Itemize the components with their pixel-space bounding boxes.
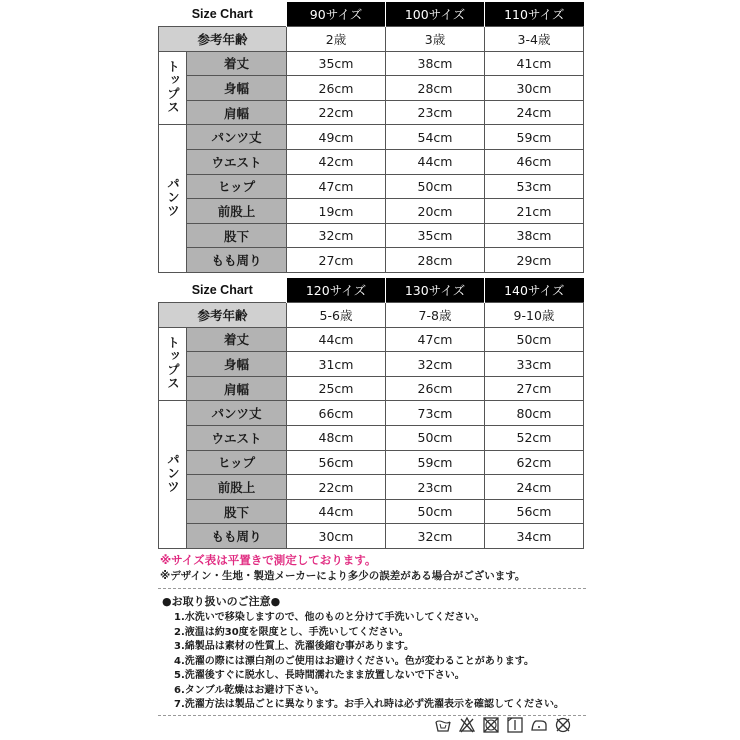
table-cell: 31cm xyxy=(287,352,386,377)
care-item: 4.洗濯の際には漂白剤のご使用はお避けください。色が変わることがあります。 xyxy=(174,655,534,667)
table-cell: 33cm xyxy=(484,352,583,377)
size-chart-1 xyxy=(158,2,584,273)
size-header: 110サイズ xyxy=(484,2,583,27)
table-cell: 21cm xyxy=(484,199,583,224)
care-title: ●お取り扱いのご注意● xyxy=(162,595,281,608)
disclaimer-note: ※デザイン・生地・製造メーカーにより多少の誤差がある場合がございます。 xyxy=(160,570,526,582)
size-chart-2 xyxy=(158,278,584,549)
size-header: 90サイズ xyxy=(287,2,386,27)
table-cell: 44cm xyxy=(287,327,386,352)
row-label: 股下 xyxy=(187,499,287,524)
age-label: 参考年齢 xyxy=(159,27,287,52)
row-label: 身幅 xyxy=(187,352,287,377)
no-tumble-dry-icon xyxy=(482,716,500,734)
table-cell: 48cm xyxy=(287,426,386,451)
table-cell: 27cm xyxy=(484,376,583,401)
table-cell: 38cm xyxy=(484,223,583,248)
table-cell: 23cm xyxy=(386,475,485,500)
table-cell: 32cm xyxy=(386,524,485,549)
group-label-tops: トップス xyxy=(159,327,187,401)
table-cell: 22cm xyxy=(287,475,386,500)
care-instructions xyxy=(158,588,586,716)
table-cell: 56cm xyxy=(287,450,386,475)
table-cell: 38cm xyxy=(386,51,485,76)
size-header: 120サイズ xyxy=(287,278,386,303)
size-header: 140サイズ xyxy=(484,278,583,303)
table-cell: 28cm xyxy=(386,248,485,273)
table-cell: 27cm xyxy=(287,248,386,273)
age-value: 3歳 xyxy=(386,27,485,52)
table-cell: 54cm xyxy=(386,125,485,150)
table-cell: 66cm xyxy=(287,401,386,426)
care-item: 6.タンブル乾燥はお避け下さい。 xyxy=(174,684,325,696)
table-cell: 50cm xyxy=(386,499,485,524)
table-cell: 23cm xyxy=(386,100,485,125)
table-cell: 29cm xyxy=(484,248,583,273)
table-cell: 32cm xyxy=(287,223,386,248)
table-cell: 52cm xyxy=(484,426,583,451)
table-cell: 30cm xyxy=(287,524,386,549)
hand-wash-icon xyxy=(434,716,452,734)
iron-low-icon xyxy=(530,716,548,734)
table-cell: 50cm xyxy=(386,426,485,451)
size-header: 130サイズ xyxy=(386,278,485,303)
table-cell: 73cm xyxy=(386,401,485,426)
row-label: 前股上 xyxy=(187,199,287,224)
table-cell: 80cm xyxy=(484,401,583,426)
table-cell: 47cm xyxy=(386,327,485,352)
care-symbols xyxy=(434,716,572,734)
table-cell: 46cm xyxy=(484,150,583,175)
table-cell: 47cm xyxy=(287,174,386,199)
row-label: パンツ丈 xyxy=(187,125,287,150)
row-label: 着丈 xyxy=(187,327,287,352)
age-value: 7-8歳 xyxy=(386,303,485,328)
table-cell: 44cm xyxy=(386,150,485,175)
group-label-pants: パンツ xyxy=(159,125,187,273)
table-cell: 42cm xyxy=(287,150,386,175)
chart-title: Size Chart xyxy=(159,278,287,303)
table-cell: 25cm xyxy=(287,376,386,401)
row-label: 着丈 xyxy=(187,51,287,76)
table-cell: 24cm xyxy=(484,475,583,500)
table-cell: 24cm xyxy=(484,100,583,125)
age-value: 5-6歳 xyxy=(287,303,386,328)
no-bleach-icon xyxy=(458,716,476,734)
row-label: もも周り xyxy=(187,248,287,273)
table-cell: 53cm xyxy=(484,174,583,199)
size-table-2 xyxy=(158,278,584,549)
table-cell: 44cm xyxy=(287,499,386,524)
row-label: 股下 xyxy=(187,223,287,248)
age-value: 3-4歳 xyxy=(484,27,583,52)
row-label: ヒップ xyxy=(187,450,287,475)
table-cell: 56cm xyxy=(484,499,583,524)
table-cell: 22cm xyxy=(287,100,386,125)
chart-title: Size Chart xyxy=(159,2,287,27)
table-cell: 26cm xyxy=(386,376,485,401)
table-cell: 35cm xyxy=(287,51,386,76)
age-label: 参考年齢 xyxy=(159,303,287,328)
age-value: 9-10歳 xyxy=(484,303,583,328)
care-item: 5.洗濯後すぐに脱水し、長時間濡れたまま放置しないで下さい。 xyxy=(174,670,465,681)
line-dry-icon xyxy=(506,716,524,734)
row-label: パンツ丈 xyxy=(187,401,287,426)
table-cell: 20cm xyxy=(386,199,485,224)
row-label: ウエスト xyxy=(187,426,287,451)
care-item: 1.水洗いで移染しますので、他のものと分けて手洗いしてください。 xyxy=(174,612,485,623)
row-label: 前股上 xyxy=(187,475,287,500)
row-label: 肩幅 xyxy=(187,376,287,401)
table-cell: 26cm xyxy=(287,76,386,101)
no-dry-clean-icon xyxy=(554,716,572,734)
care-item: 3.綿製品は素材の性質上、洗濯後縮む事があります。 xyxy=(174,641,414,652)
table-cell: 59cm xyxy=(386,450,485,475)
row-label: ウエスト xyxy=(187,150,287,175)
row-label: もも周り xyxy=(187,524,287,549)
age-value: 2歳 xyxy=(287,27,386,52)
table-cell: 34cm xyxy=(484,524,583,549)
group-label-pants: パンツ xyxy=(159,401,187,549)
care-item: 7.洗濯方法は製品ごとに異なります。お手入れ時は必ず洗濯表示を確認してください。 xyxy=(174,699,564,710)
size-header: 100サイズ xyxy=(386,2,485,27)
size-table-1 xyxy=(158,2,584,273)
row-label: 肩幅 xyxy=(187,100,287,125)
care-item: 2.液温は約30度を限度とし、手洗いしてください。 xyxy=(174,626,409,638)
table-cell: 62cm xyxy=(484,450,583,475)
table-cell: 28cm xyxy=(386,76,485,101)
row-label: ヒップ xyxy=(187,174,287,199)
table-cell: 59cm xyxy=(484,125,583,150)
group-label-tops: トップス xyxy=(159,51,187,125)
table-cell: 50cm xyxy=(484,327,583,352)
measure-note: ※サイズ表は平置きで測定しております。 xyxy=(160,553,377,567)
row-label: 身幅 xyxy=(187,76,287,101)
table-cell: 50cm xyxy=(386,174,485,199)
table-cell: 19cm xyxy=(287,199,386,224)
table-cell: 35cm xyxy=(386,223,485,248)
table-cell: 32cm xyxy=(386,352,485,377)
table-cell: 41cm xyxy=(484,51,583,76)
table-cell: 49cm xyxy=(287,125,386,150)
table-cell: 30cm xyxy=(484,76,583,101)
